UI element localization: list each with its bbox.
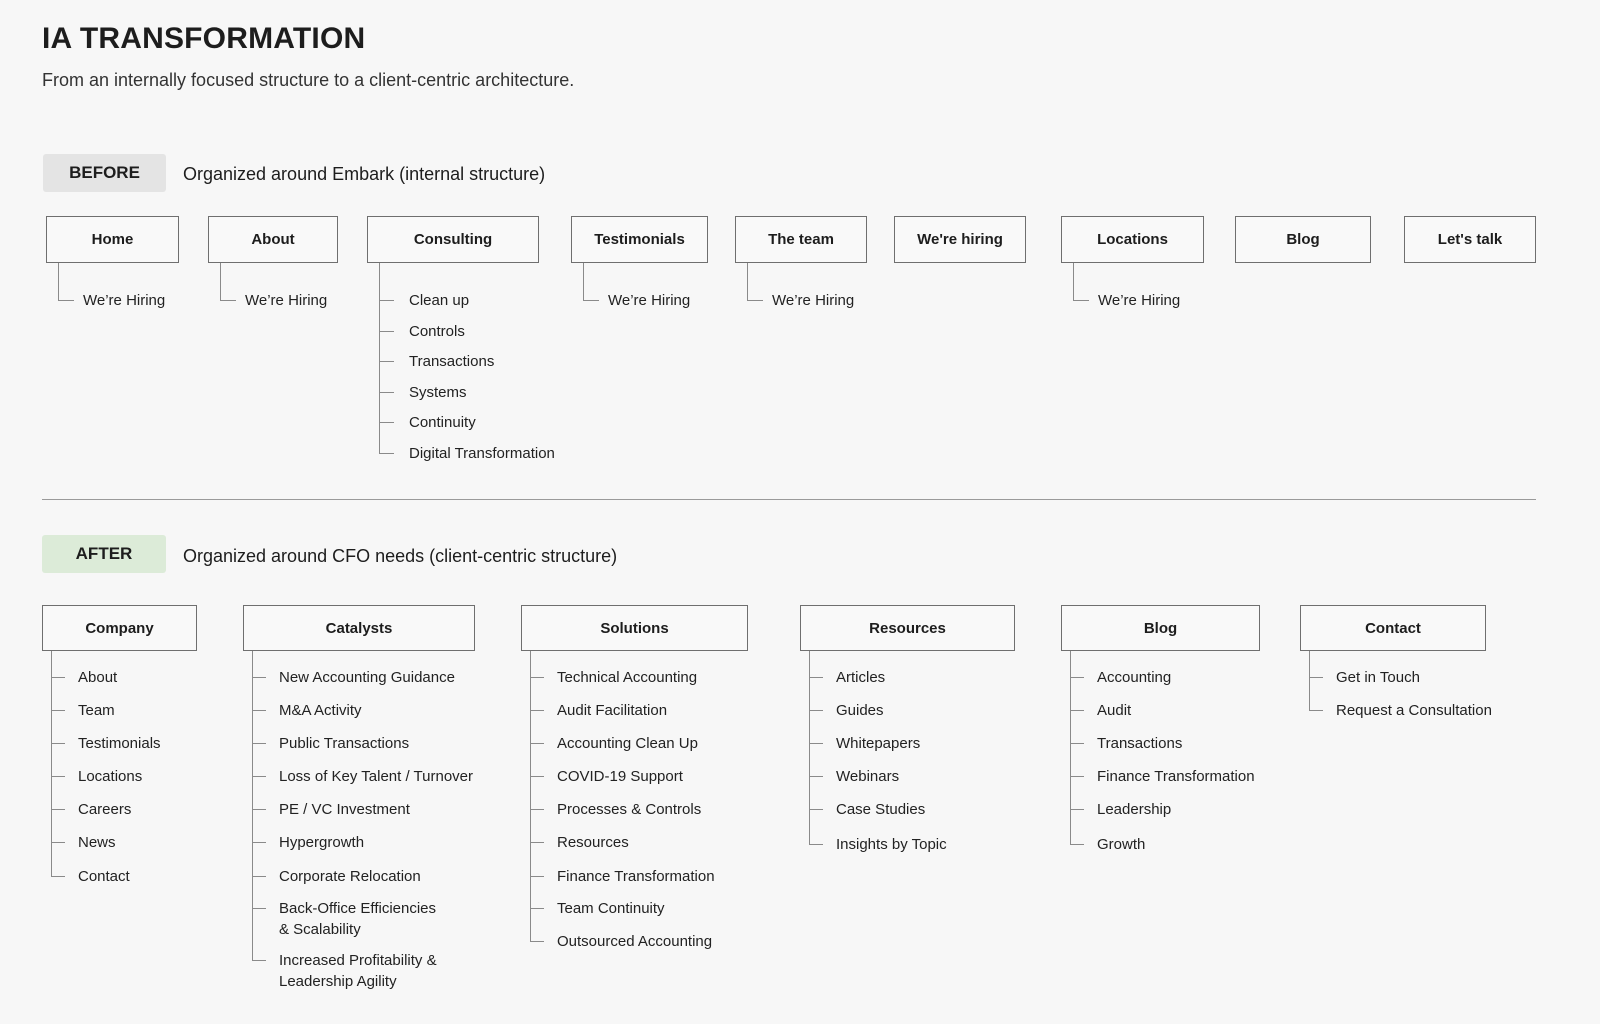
after-child-item: Growth [1097, 836, 1146, 853]
after-child-item: Whitepapers [836, 735, 921, 752]
after-child-item: Webinars [836, 768, 900, 785]
after-child-item: Locations [78, 768, 143, 785]
before-connector-tick [379, 361, 394, 362]
after-connector-tick [530, 941, 544, 942]
after-connector-tick [252, 876, 266, 877]
after-child-item: Guides [836, 702, 884, 719]
after-child-item: New Accounting Guidance [279, 669, 455, 686]
before-child-item: Controls [409, 322, 465, 340]
before-connector-tick [747, 300, 763, 301]
after-child-item: Articles [836, 669, 886, 686]
after-child-item: Finance Transformation [1097, 768, 1255, 785]
before-connector-tick [583, 300, 599, 301]
after-node-label: Catalysts [243, 605, 475, 651]
after-connector-tick [530, 809, 544, 810]
before-connector-line [220, 263, 221, 300]
after-node-label: Resources [800, 605, 1015, 651]
section-divider [42, 499, 1536, 500]
before-connector-tick [379, 392, 394, 393]
after-child-item: Get in Touch [1336, 669, 1420, 686]
before-connector-line [583, 263, 584, 300]
after-connector-tick [530, 776, 544, 777]
after-child-item: Transactions [1097, 735, 1183, 752]
before-node-label: Consulting [367, 216, 539, 263]
page-title: IA TRANSFORMATION [42, 22, 366, 55]
after-child-item: Increased Profitability & Leadership Agility [279, 952, 437, 990]
before-child-item: Systems [409, 383, 467, 401]
before-node-label: Let's talk [1404, 216, 1536, 263]
after-connector-tick [530, 677, 544, 678]
after-child-item: PE / VC Investment [279, 801, 410, 818]
after-connector-tick [530, 842, 544, 843]
after-connector-tick [809, 710, 823, 711]
after-child-item: Accounting Clean Up [557, 735, 698, 752]
after-connector-line [809, 651, 810, 844]
after-node-label: Contact [1300, 605, 1486, 651]
after-child-item: Hypergrowth [279, 834, 365, 851]
after-connector-tick [51, 710, 65, 711]
before-child-item: We’re Hiring [245, 292, 328, 309]
before-node-label: Blog [1235, 216, 1371, 263]
after-connector-tick [252, 677, 266, 678]
after-connector-tick [51, 876, 65, 877]
after-connector-tick [530, 876, 544, 877]
after-connector-tick [809, 809, 823, 810]
after-child-item: Accounting [1097, 669, 1172, 686]
after-child-item: Contact [78, 868, 130, 885]
after-connector-tick [1070, 844, 1084, 845]
before-child-item: We’re Hiring [608, 292, 691, 309]
after-connector-tick [530, 710, 544, 711]
after-child-item: Outsourced Accounting [557, 933, 713, 950]
after-connector-line [1309, 651, 1310, 710]
before-badge: BEFORE [43, 154, 166, 192]
after-connector-tick [809, 743, 823, 744]
after-connector-tick [530, 743, 544, 744]
before-node-label: Testimonials [571, 216, 708, 263]
before-node-label: The team [735, 216, 867, 263]
before-connector-tick [379, 331, 394, 332]
before-node-label: Home [46, 216, 179, 263]
after-child-item: Finance Transformation [557, 868, 715, 885]
after-connector-tick [252, 743, 266, 744]
before-node-label: Locations [1061, 216, 1204, 263]
before-connector-tick [1073, 300, 1089, 301]
before-connector-tick [379, 300, 394, 301]
before-connector-tick [379, 453, 394, 454]
after-connector-tick [809, 776, 823, 777]
after-child-item: Careers [78, 801, 132, 818]
before-child-item: Continuity [409, 414, 476, 431]
after-node-label: Solutions [521, 605, 748, 651]
after-child-item: Testimonials [78, 735, 161, 752]
after-child-item: M&A Activity [279, 702, 362, 719]
after-connector-tick [51, 809, 65, 810]
after-connector-line [252, 651, 253, 960]
after-child-item: Corporate Relocation [279, 868, 421, 885]
after-child-item: Team Continuity [557, 900, 665, 917]
after-child-item: Public Transactions [279, 735, 410, 752]
after-connector-tick [51, 776, 65, 777]
before-child-item: Clean up [409, 292, 470, 309]
after-child-item: Processes & Controls [557, 801, 702, 818]
after-child-item: Audit Facilitation [557, 702, 668, 719]
after-connector-tick [809, 844, 823, 845]
after-node-label: Blog [1061, 605, 1260, 651]
before-child-item: We’re Hiring [772, 292, 855, 309]
after-connector-line [1070, 651, 1071, 844]
after-child-item: Team [78, 702, 115, 719]
after-connector-tick [1070, 776, 1084, 777]
after-child-item: Case Studies [836, 801, 926, 818]
before-connector-line [747, 263, 748, 300]
after-child-item: Request a Consultation [1336, 702, 1492, 719]
after-badge: AFTER [42, 535, 166, 573]
before-connector-line [379, 263, 380, 453]
after-connector-tick [530, 908, 544, 909]
after-connector-tick [1309, 710, 1323, 711]
before-connector-line [1073, 263, 1074, 300]
before-node-label: We're hiring [894, 216, 1026, 263]
after-child-item: Leadership [1097, 801, 1172, 818]
after-connector-line [530, 651, 531, 941]
after-child-item: Resources [557, 834, 629, 851]
after-connector-tick [51, 842, 65, 843]
before-child-item: We’re Hiring [1098, 292, 1181, 309]
after-description: Organized around CFO needs (client-centric structure) [183, 546, 618, 566]
before-node-label: About [208, 216, 338, 263]
after-child-item: News [78, 834, 116, 851]
after-connector-tick [252, 960, 266, 961]
after-connector-tick [51, 743, 65, 744]
before-child-item: We’re Hiring [83, 292, 166, 309]
after-child-item: Back-Office Efficiencies & Scalability [279, 900, 437, 938]
after-connector-tick [1070, 743, 1084, 744]
after-node-label: Company [42, 605, 197, 651]
after-child-item: COVID-19 Support [557, 768, 683, 785]
after-connector-tick [809, 677, 823, 678]
after-child-item: Technical Accounting [557, 669, 698, 686]
after-connector-tick [51, 677, 65, 678]
after-connector-tick [1309, 677, 1323, 678]
after-child-item: About [78, 669, 118, 686]
before-child-item: Transactions [409, 353, 495, 370]
before-connector-line [58, 263, 59, 300]
after-connector-tick [252, 842, 266, 843]
after-connector-tick [252, 776, 266, 777]
before-description: Organized around Embark (internal structure) [183, 164, 546, 184]
after-connector-tick [1070, 809, 1084, 810]
after-child-item: Audit [1097, 702, 1132, 719]
after-connector-tick [252, 710, 266, 711]
after-child-item: Insights by Topic [836, 836, 947, 853]
before-connector-tick [58, 300, 74, 301]
after-connector-tick [252, 809, 266, 810]
after-connector-tick [252, 908, 266, 909]
before-connector-tick [220, 300, 236, 301]
before-connector-tick [379, 422, 394, 423]
before-child-item: Digital Transformation [409, 444, 555, 462]
page-subtitle: From an internally focused structure to a client-centric architecture. [42, 70, 575, 90]
after-connector-tick [1070, 677, 1084, 678]
after-connector-tick [1070, 710, 1084, 711]
after-child-item: Loss of Key Talent / Turnover [279, 768, 473, 785]
